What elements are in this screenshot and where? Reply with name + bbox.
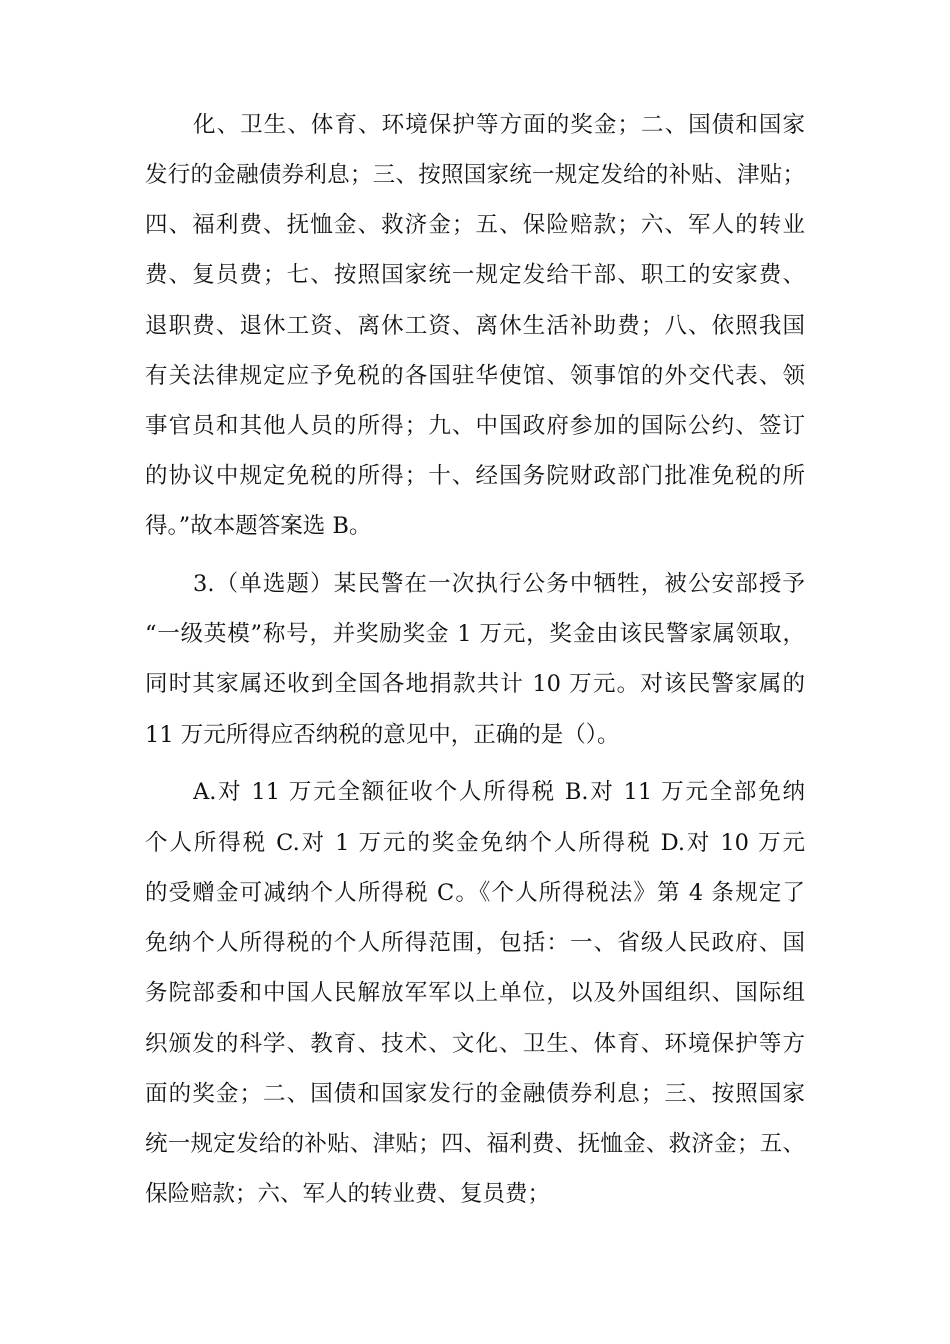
text-line: 的协议中规定免税的所得；十、经国务院财政部门批准免税的所: [145, 463, 805, 489]
text-line: 化、卫生、体育、环境保护等方面的奖金；二、国债和国家: [193, 112, 805, 138]
text-line: 事官员和其他人员的所得；九、中国政府参加的国际公约、签订: [145, 413, 805, 439]
text-line: 统一规定发给的补贴、津贴；四、福利费、抚恤金、救济金；五、: [145, 1131, 805, 1157]
text-line: 费、复员费；七、按照国家统一规定发给干部、职工的安家费、: [145, 262, 805, 288]
text-line: 有关法律规定应予免税的各国驻华使馆、领事馆的外交代表、领: [145, 363, 805, 389]
text-line: 织颁发的科学、教育、技术、文化、卫生、体育、环境保护等方: [145, 1031, 805, 1057]
text-line: 免纳个人所得税的个人所得范围，包括：一、省级人民政府、国: [145, 930, 805, 956]
text-line: 四、福利费、抚恤金、救济金；五、保险赔款；六、军人的转业: [145, 212, 805, 238]
text-line: 面的奖金；二、国债和国家发行的金融债券利息；三、按照国家: [145, 1081, 805, 1107]
text-line: 个人所得税 C.对 1 万元的奖金免纳个人所得税 D.对 10 万元: [145, 830, 805, 856]
text-line: 保险赔款；六、军人的转业费、复员费；: [145, 1181, 551, 1207]
text-line: 得。”故本题答案选 B。: [145, 513, 372, 539]
text-line: “一级英模”称号，并奖励奖金 1 万元，奖金由该民警家属领取，: [145, 621, 805, 647]
text-line: 发行的金融债券利息；三、按照国家统一规定发给的补贴、津贴；: [145, 162, 805, 188]
question-title: 3.（单选题）某民警在一次执行公务中牺牲，被公安部授予: [193, 571, 805, 597]
answer-options: A.对 11 万元全额征收个人所得税 B.对 11 万元全部免纳: [193, 779, 805, 805]
text-line: 同时其家属还收到全国各地捐款共计 10 万元。对该民警家属的: [145, 671, 805, 697]
text-line: 的受赠金可减纳个人所得税 C。《个人所得税法》第 4 条规定了: [145, 880, 805, 906]
text-line: 退职费、退休工资、离休工资、离休生活补助费；八、依照我国: [145, 313, 805, 339]
text-line: 11 万元所得应否纳税的意见中，正确的是（）。: [145, 722, 620, 748]
text-line: 务院部委和中国人民解放军军以上单位，以及外国组织、国际组: [145, 980, 805, 1006]
